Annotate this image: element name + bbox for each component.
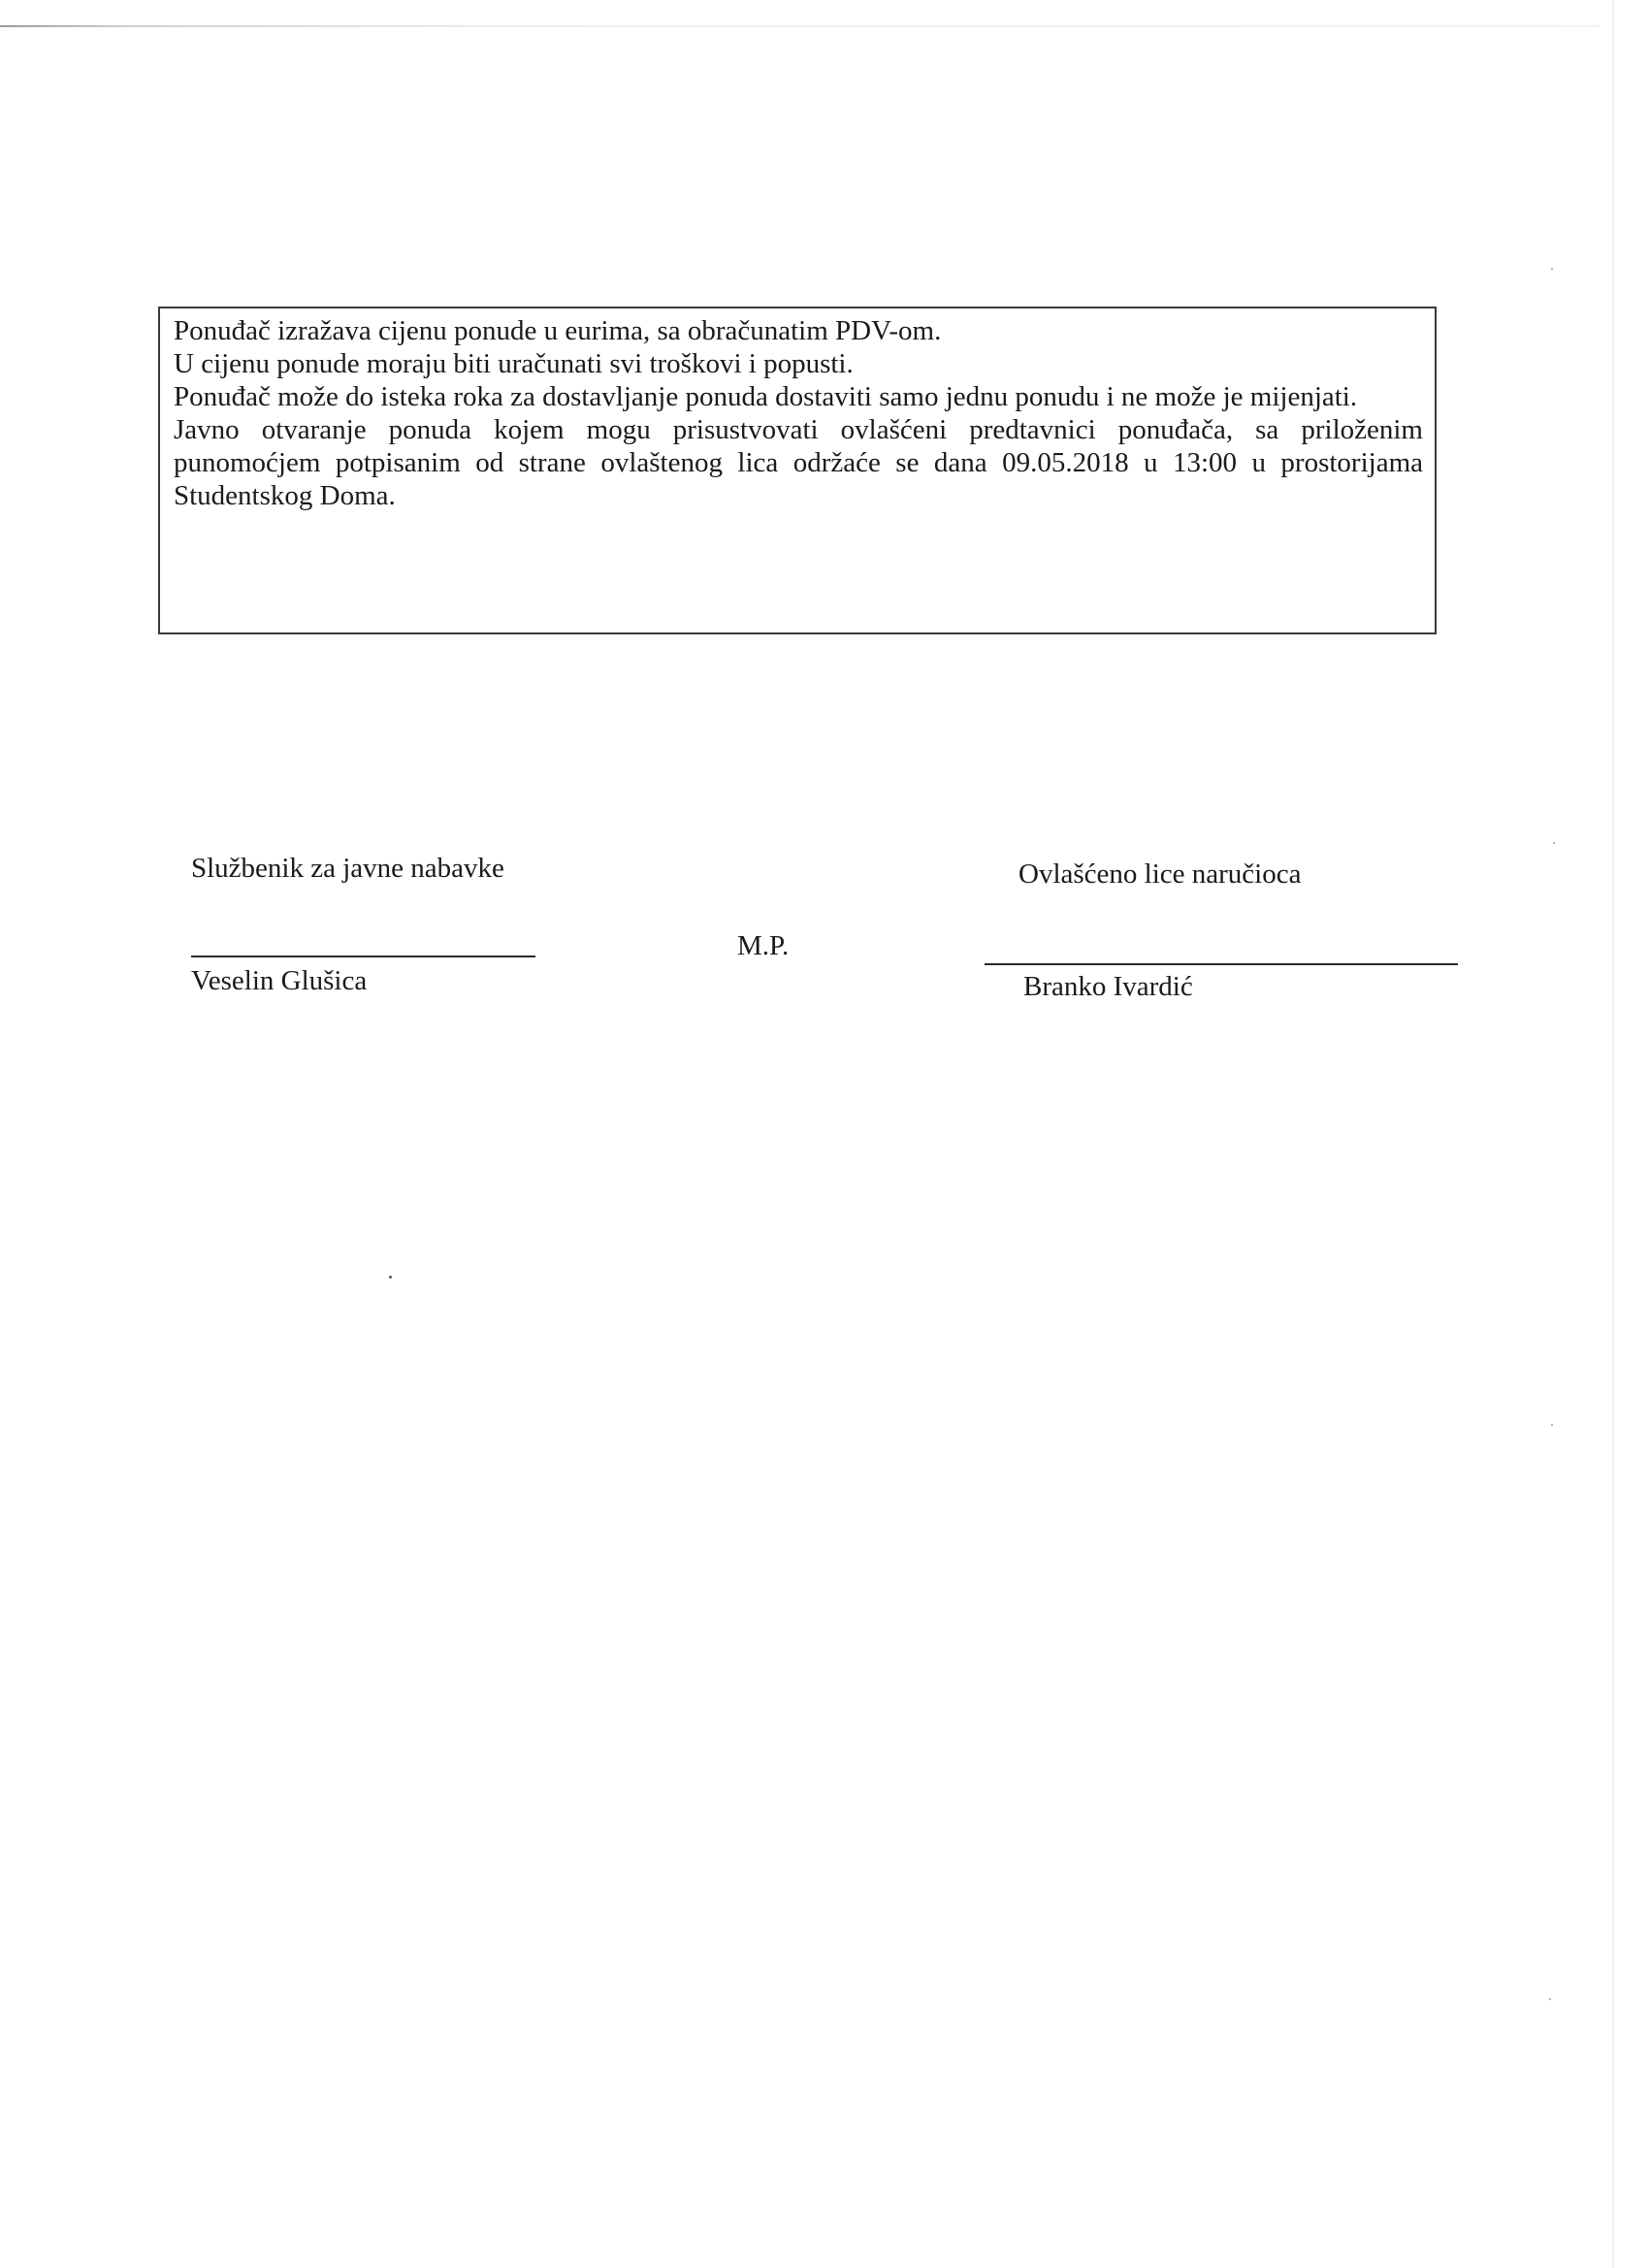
scan-edge-right [1612, 0, 1614, 2268]
condition-price-currency: Ponuđač izražava cijenu ponude u eurima, sa obračunatim PDV-om. [174, 315, 942, 346]
scan-speck [1549, 1998, 1551, 2000]
scan-speck [1551, 268, 1553, 270]
right-signatory-role: Ovlašćeno lice naručioca [1018, 859, 1302, 890]
stamp-placeholder: M.P. [737, 930, 790, 961]
condition-public-opening: Javno otvaranje ponuda kojem mogu prisustvovati ovlašćeni predtavnici ponuđača, sa priloženim punomoćjem potpisanim od strane ovlaštenog lica održaće se dana 09.05.2018 u 13:00 u prostorijama Studentskog Doma. [174, 414, 1423, 511]
scan-speck [1551, 1424, 1553, 1426]
right-signature-line [985, 963, 1458, 965]
left-signatory-role: Službenik za javne nabavke [191, 853, 504, 884]
right-signatory-name: Branko Ivardić [1023, 971, 1193, 1002]
condition-price-includes: U cijenu ponude moraju biti uračunati svi troškovi i popusti. [174, 348, 854, 379]
left-signatory-name: Veselin Glušica [191, 965, 368, 996]
left-signature-line [191, 956, 535, 957]
condition-single-offer: Ponuđač može do isteka roka za dostavljanje ponuda dostaviti samo jednu ponudu i ne može je mijenjati. [174, 381, 1358, 412]
scan-speck [1553, 842, 1555, 844]
conditions-box [158, 307, 1437, 634]
scan-speck [389, 1276, 392, 1279]
scan-edge-top [0, 25, 1600, 27]
